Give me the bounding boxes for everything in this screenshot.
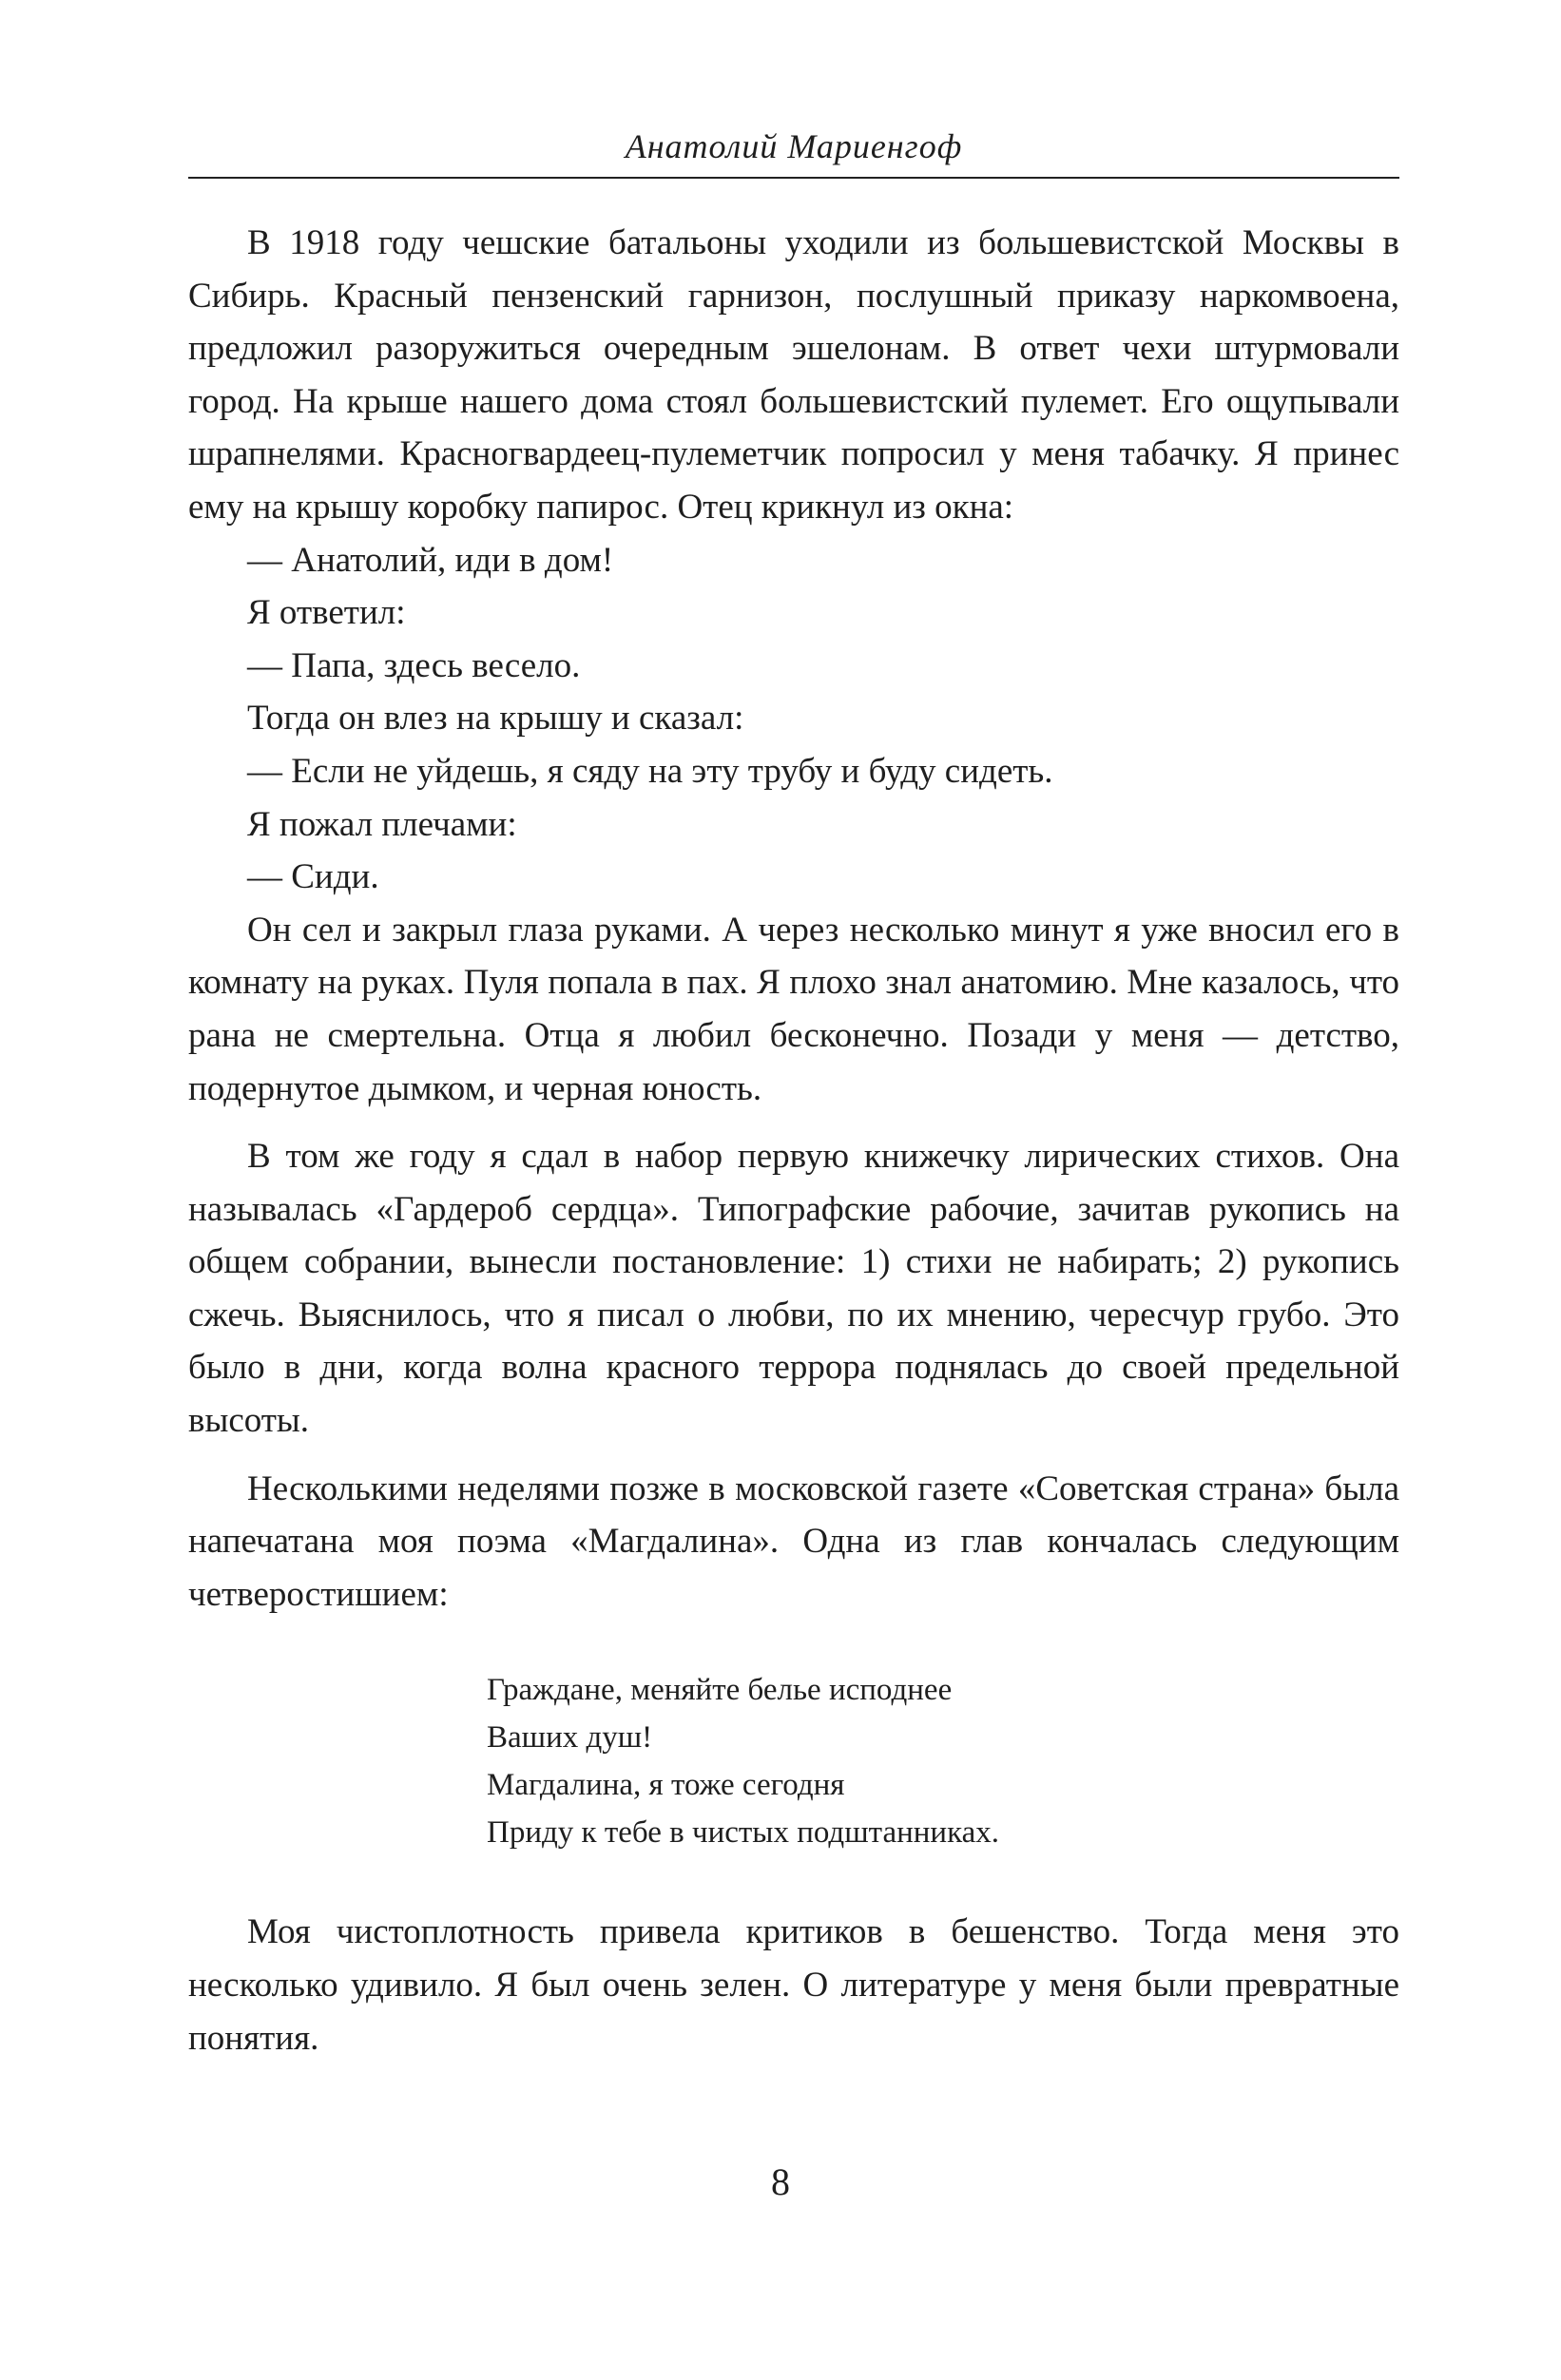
dialogue-line: — Анатолий, иди в дом! [247, 540, 614, 580]
paragraph: Он сел и закрыл глаза руками. А через несколько минут я уже вносил его в комнату на руках. Пуля попала в пах. Я плохо знал анатомию. Мне казалось, что рана не смертельна. Отца я любил бесконечно. Позади у меня — детство, подернутое дымком, и черная юность. [188, 910, 1399, 1108]
page-number: 8 [771, 2160, 790, 2203]
paragraph: В том же году я сдал в набор первую книжечку лирических стихов. Она называлась «Гардероб сердца». Типографские рабочие, зачитав рукопись на общем собрании, вынесли постановление: 1) стихи не набирать; 2) рукопись сжечь. Выяснилось, что я писал о любви, по их мнению, чересчур грубо. Это было в дни, когда волна красного террора поднялась до своей предельной высоты. [188, 1137, 1399, 1441]
running-head-author: Анатолий Мариенгоф [625, 127, 963, 165]
poem-line: Приду к тебе в чистых подштанниках. [487, 1815, 1000, 1851]
header-rule [188, 177, 1399, 179]
paragraph: Несколькими неделями позже в московской газете «Советская страна» была напечатана моя поэма «Магдалина». Одна из глав кончалась следующим четверостишием: [188, 1468, 1399, 1614]
poem-line: Ваших душ! [487, 1720, 653, 1756]
dialogue-line: Я пожал плечами: [247, 804, 517, 844]
poem-line: Магдалина, я тоже сегодня [487, 1768, 845, 1803]
paragraph: В 1918 году чешские батальоны уходили из большевистской Москвы в Сибирь. Красный пензенский гарнизон, послушный приказу наркомвоена, предложил разоружиться очередным эшелонам. В ответ чехи штурмовали город. На крыше нашего дома стоял большевистский пулемет. Его ощупывали шрапнелями. Красногвардеец-пулеметчик попросил у меня табачку. Я принес ему на крышу коробку папирос. Отец крикнул из окна: [188, 223, 1399, 527]
poem-line: Граждане, меняйте белье исподнее [487, 1673, 953, 1708]
dialogue-line: Я ответил: [247, 593, 406, 633]
dialogue-line: — Если не уйдешь, я сяду на эту трубу и буду сидеть. [247, 751, 1053, 791]
poem-quatrain [487, 1666, 1399, 1856]
body-text [188, 217, 1399, 2064]
dialogue-line: — Сиди. [247, 857, 379, 897]
dialogue-line: — Папа, здесь весело. [247, 645, 581, 685]
dialogue-line: Тогда он влез на крышу и сказал: [247, 699, 744, 739]
paragraph: Моя чистоплотность привела критиков в бешенство. Тогда меня это несколько удивило. Я был очень зелен. О литературе у меня были превратные понятия. [188, 1912, 1399, 2058]
